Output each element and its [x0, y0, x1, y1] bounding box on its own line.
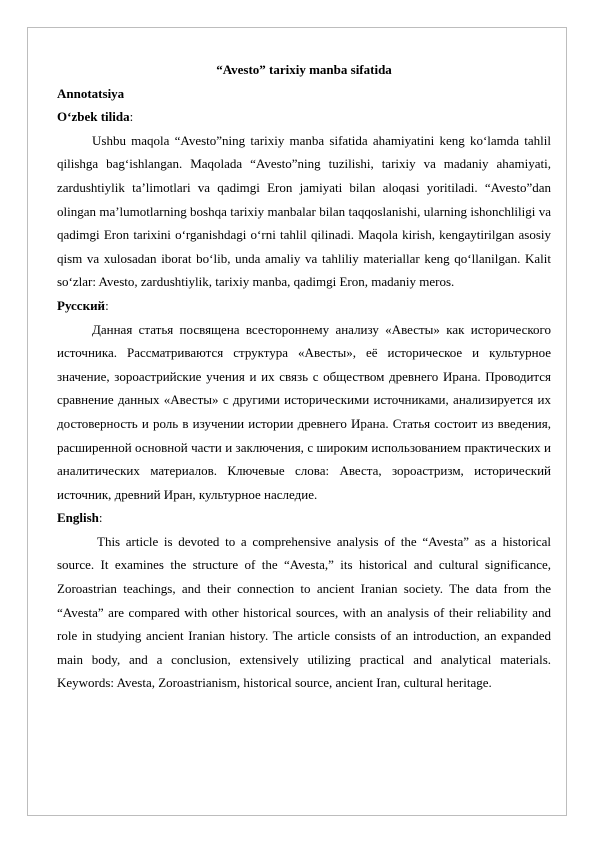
lang-label-text: Русский — [57, 297, 106, 313]
lang-label-colon: : — [98, 510, 103, 526]
lang-label-uzbek — [57, 105, 551, 129]
abstract-uzbek: Ushbu maqola “Avesto”ning tarixiy manba sifatida ahamiyatini keng ko‘lamda tahlil qilishga bag‘ishlangan. Maqolada “Avesto”ning tuzilishi, tarixiy va madaniy ahamiyati, zardushtiylik ta’limotlari va qadimgi Eron jamiyati bilan aloqasi yoritiladi. “Avesto”dan olingan ma’lumotlarning boshqa tarixiy manbalar bilan taqqoslanishi, ularning ishonchliligi va qadimgi Eron tarixini o‘rganishdagi o‘rni tahlil qilinadi. Maqola kirish, kengaytirilgan asosiy qism va xulosadan iborat bo‘lib, unda amaliy va tahliliy materiallar keng qo‘llanilgan. Kalit so‘zlar: Avesto, zardushtiylik, tarixiy manba, qadimgi Eron, madaniy meros. — [57, 132, 551, 290]
lang-label-english — [57, 506, 551, 530]
document-title: “Avesto” tarixiy manba sifatida — [216, 62, 392, 77]
lang-label-text: O‘zbek tilida — [57, 109, 130, 125]
lang-label-colon: : — [129, 109, 134, 125]
lang-label-text: English — [57, 510, 99, 526]
document-body — [57, 58, 551, 695]
annotation-heading: Annotatsiya — [57, 85, 125, 101]
abstract-english: This article is devoted to a comprehensive analysis of the “Avesta” as a historical source. It examines the structure of the “Avesta,” its historical and cultural significance, Zoroastrian teachings, and their connection to ancient Iranian society. The data from the “Avesta” are compared with other historical sources, with an analysis of their reliability and role in studying ancient Iranian history. The article consists of an introduction, an expanded main body, and a conclusion, extensively utilizing practical and analytical materials. Keywords: Avesta, Zoroastrianism, historical source, ancient Iran, cultural heritage. — [57, 533, 551, 691]
lang-label-colon: : — [105, 297, 109, 313]
abstract-russian: Данная статья посвящена всестороннему анализу «Авесты» как исторического источника. Рассматриваются структура «Авесты», её историческое и культурное значение, зороастрийские учения и их связь с обществом древнего Ирана. Проводится сравнение данных «Авесты» с другими историческими источниками, анализируется их достоверность и роль в изучении истории древнего Ирана. Статья состоит из введения, расширенной основной части и заключения, с широким использованием практических и аналитических материалов. Ключевые слова: Авеста, зороастризм, исторический источник, древний Иран, культурное наследие. — [57, 321, 551, 502]
lang-label-russian — [57, 294, 551, 318]
